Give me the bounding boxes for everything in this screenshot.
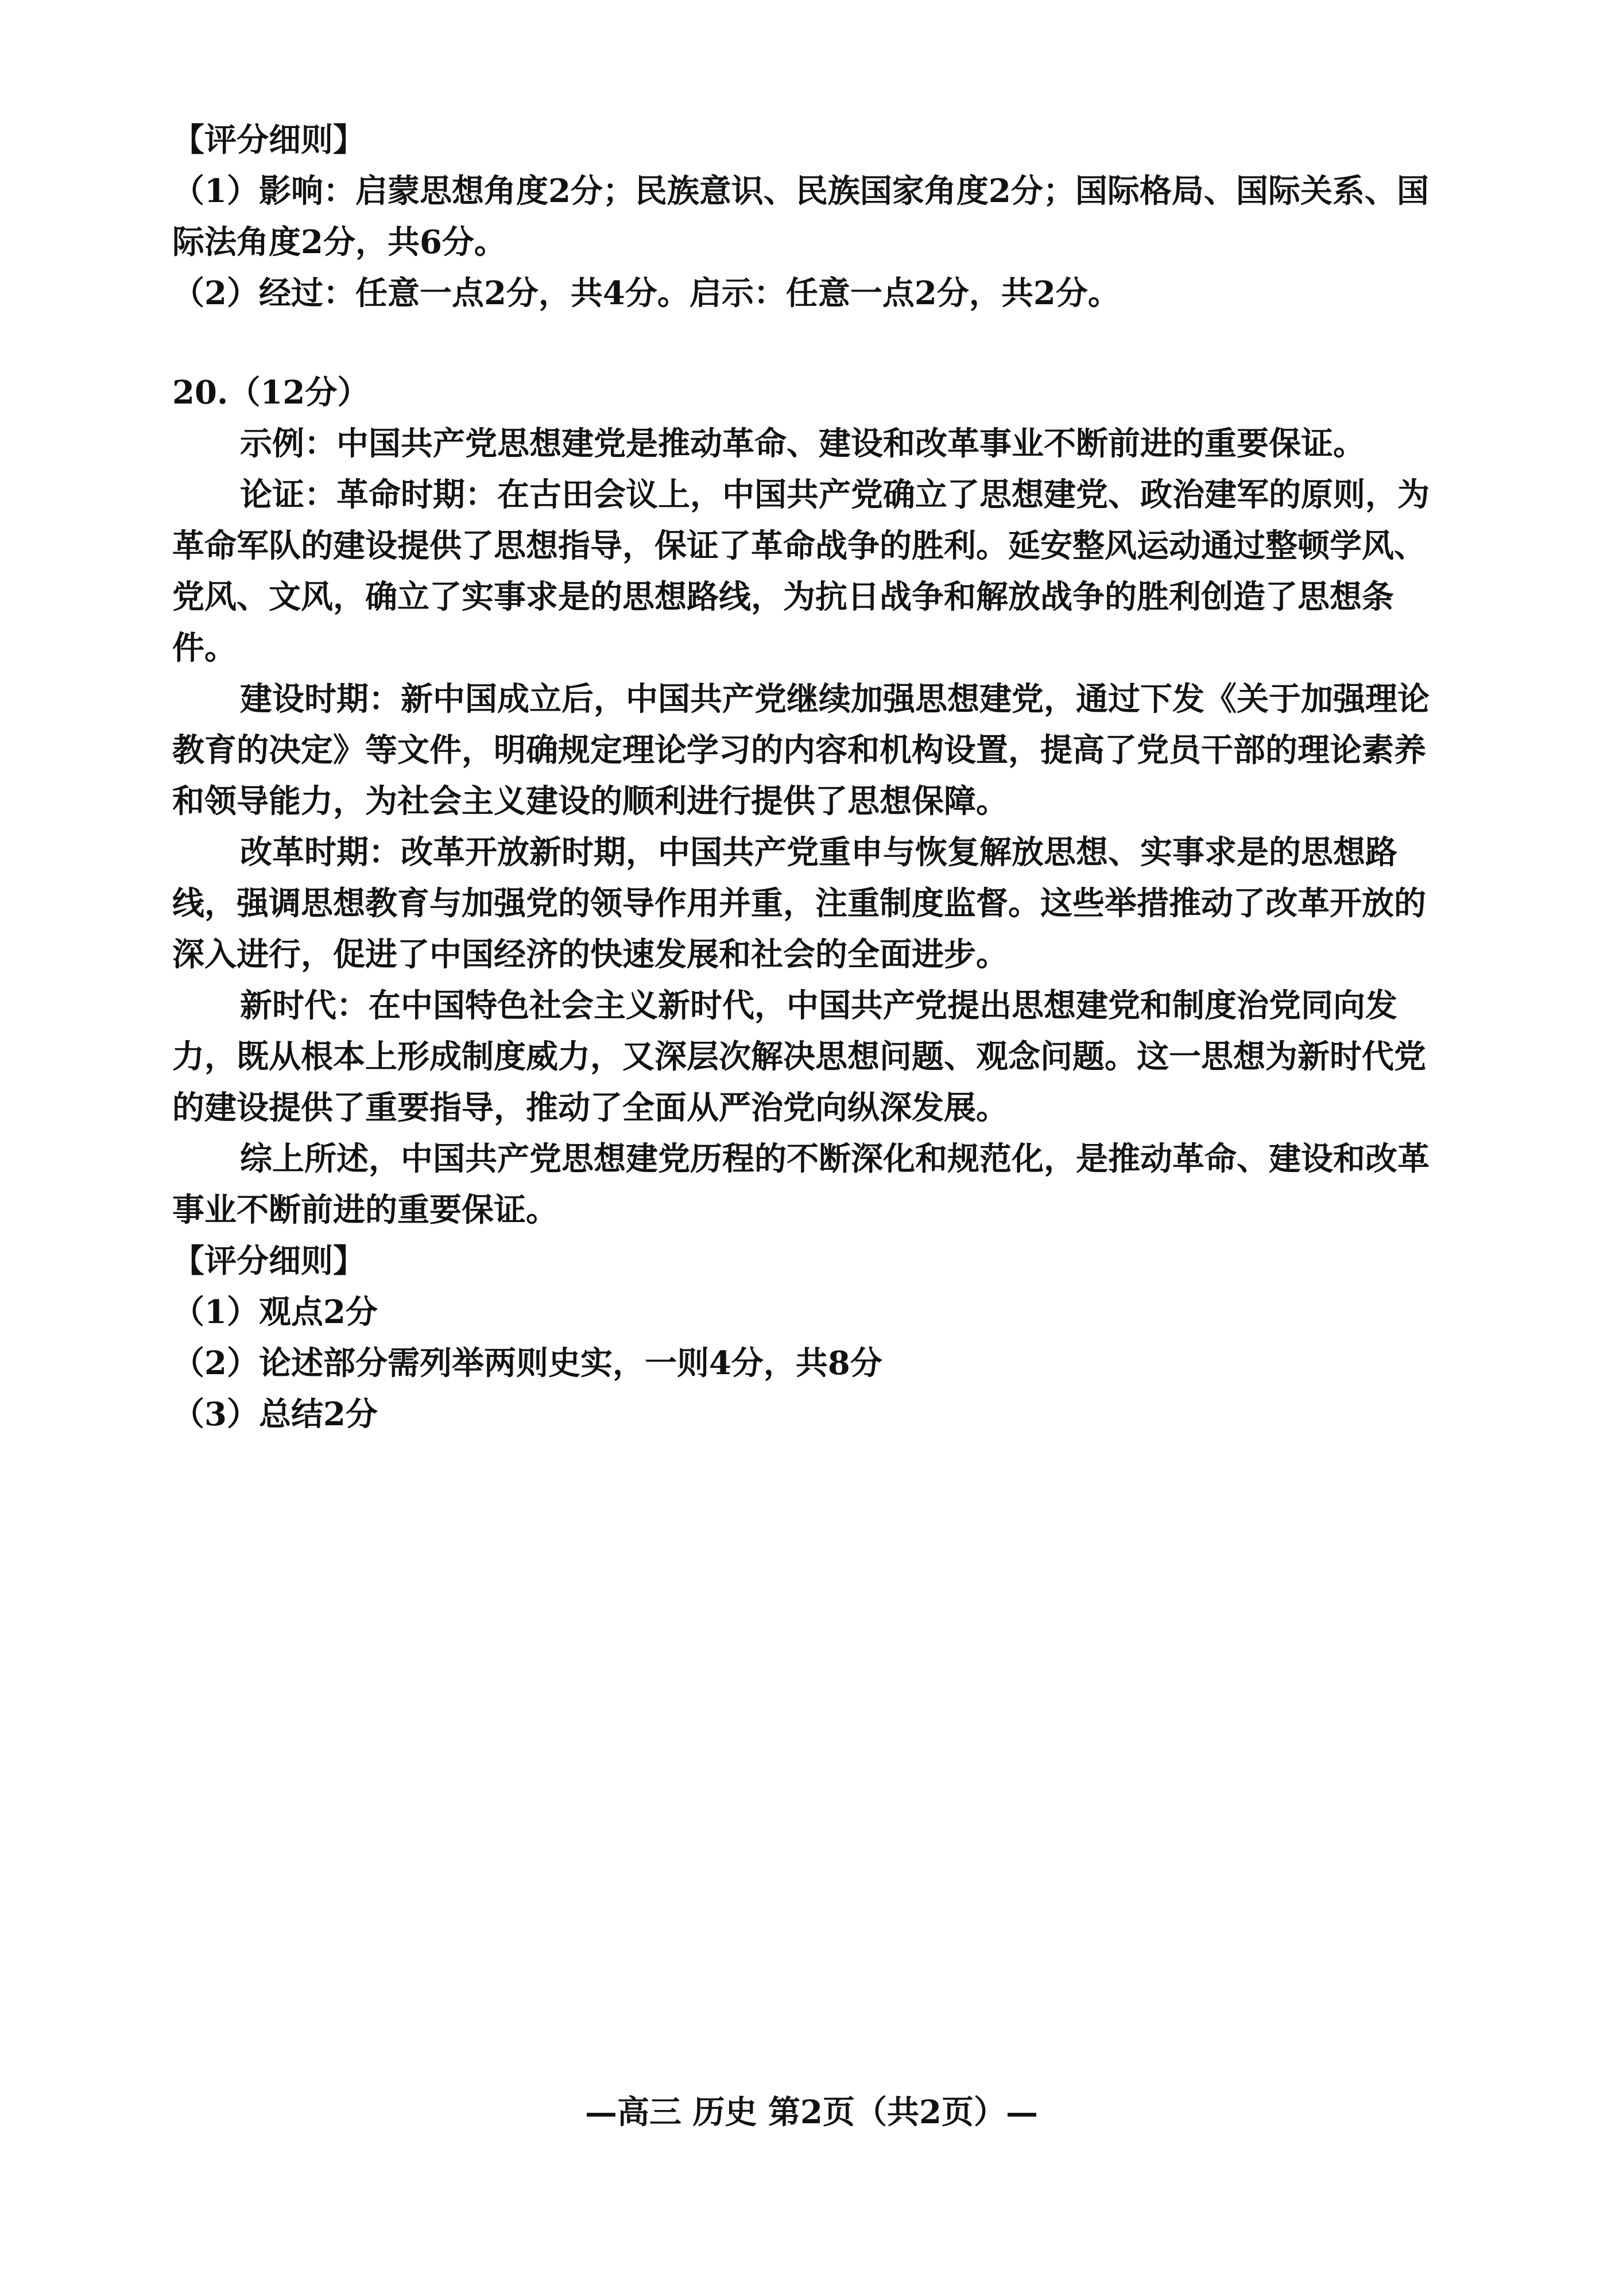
reform-paragraph-line: 深入进行，促进了中国经济的快速发展和社会的全面进步。 bbox=[172, 936, 1008, 974]
reform-paragraph-line: 线，强调思想教育与加强党的领导作用并重，注重制度监督。这些举措推动了改革开放的 bbox=[172, 885, 1426, 922]
conclusion-paragraph-line: 综上所述，中国共产党思想建党历程的不断深化和规范化，是推动革命、建设和改革 bbox=[240, 1140, 1430, 1178]
revolution-paragraph-line: 论证：革命时期：在古田会议上，中国共产党确立了思想建党、政治建军的原则，为 bbox=[240, 476, 1430, 514]
reform-paragraph-line: 改革时期：改革开放新时期，中国共产党重申与恢复解放思想、实事求是的思想路 bbox=[240, 833, 1397, 871]
construction-paragraph-line: 和领导能力，为社会主义建设的顺利进行提供了思想保障。 bbox=[172, 782, 1008, 820]
scoring-section-19 bbox=[172, 115, 1470, 319]
revolution-paragraph-line: 党风、文风，确立了实事求是的思想路线，为抗日战争和解放战争的胜利创造了思想条 bbox=[172, 578, 1394, 616]
scoring-heading: 【评分细则】 bbox=[172, 1242, 365, 1280]
scoring-item-1-line-1: （1）影响：启蒙思想角度2分；民族意识、民族国家角度2分；国际格局、国际关系、国 bbox=[172, 172, 1429, 210]
revolution-paragraph-line: 革命军队的建设提供了思想指导，保证了革命战争的胜利。延安整风运动通过整顿学风、 bbox=[172, 527, 1426, 565]
revolution-paragraph-line: 件。 bbox=[172, 629, 237, 667]
conclusion-paragraph-line: 事业不断前进的重要保证。 bbox=[172, 1191, 558, 1229]
scoring-heading: 【评分细则】 bbox=[172, 121, 365, 159]
scoring-item: （3）总结2分 bbox=[172, 1395, 378, 1433]
question-20-section bbox=[172, 367, 1470, 1440]
new-era-paragraph-line: 力，既从根本上形成制度威力，又深层次解决思想问题、观念问题。这一思想为新时代党 bbox=[172, 1038, 1426, 1076]
scoring-item-2: （2）经过：任意一点2分，共4分。启示：任意一点2分，共2分。 bbox=[172, 274, 1120, 312]
scoring-item-1-line-2: 际法角度2分，共6分。 bbox=[172, 223, 506, 261]
construction-paragraph-line: 建设时期：新中国成立后，中国共产党继续加强思想建党，通过下发《关于加强理论 bbox=[240, 680, 1430, 718]
construction-paragraph-line: 教育的决定》等文件，明确规定理论学习的内容和机构设置，提高了党员干部的理论素养 bbox=[172, 731, 1426, 769]
new-era-paragraph-line: 的建设提供了重要指导，推动了全面从严治党向纵深发展。 bbox=[172, 1089, 1008, 1127]
new-era-paragraph-line: 新时代：在中国特色社会主义新时代，中国共产党提出思想建党和制度治党同向发 bbox=[240, 987, 1397, 1025]
page-footer: —高三 历史 第2页（共2页）— bbox=[585, 2093, 1038, 2131]
example-thesis: 示例：中国共产党思想建党是推动革命、建设和改革事业不断前进的重要保证。 bbox=[240, 425, 1365, 463]
scoring-item: （2）论述部分需列举两则史实，一则4分，共8分 bbox=[172, 1344, 882, 1382]
question-number: 20.（12分） bbox=[172, 374, 370, 412]
scoring-item: （1）观点2分 bbox=[172, 1293, 378, 1331]
